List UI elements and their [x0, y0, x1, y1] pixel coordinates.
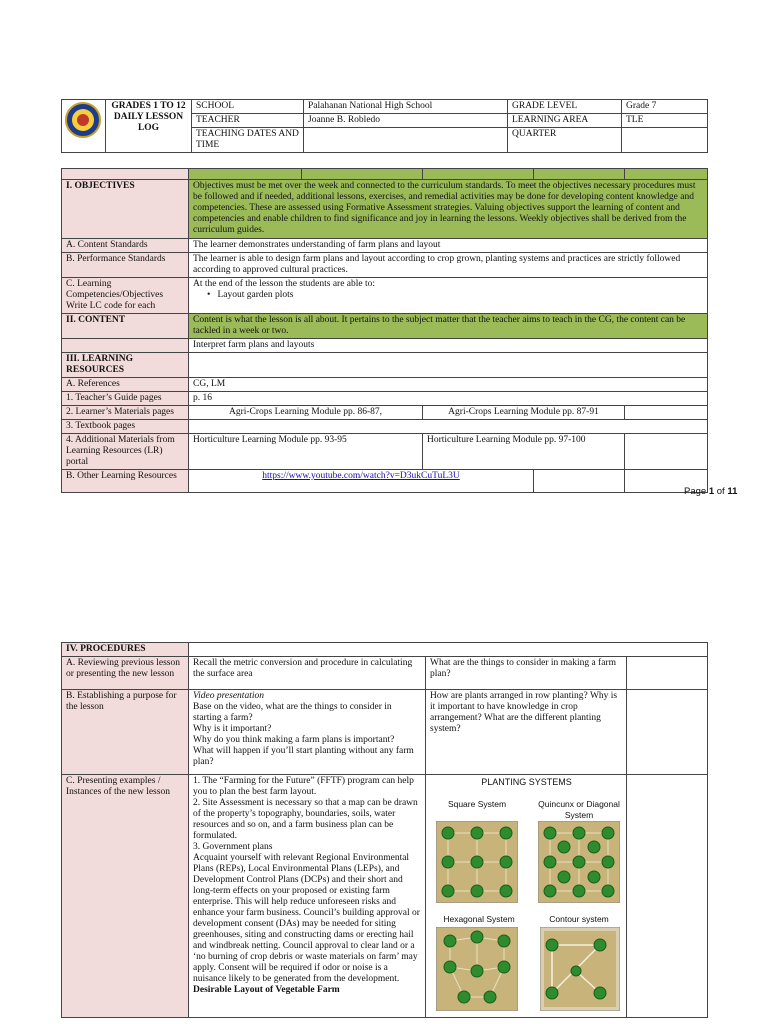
teacher-label: TEACHER: [192, 114, 304, 128]
procedures-blank: [189, 643, 708, 657]
tg-value: p. 16: [189, 392, 708, 406]
header-table: [61, 99, 708, 153]
proc-a-col1: Recall the metric conversion and procedure in calculating the surface area: [189, 657, 426, 690]
resources-heading: III. LEARNING RESOURCES: [62, 353, 189, 378]
content-blank: [62, 339, 189, 353]
tg-label: 1. Teacher’s Guide pages: [62, 392, 189, 406]
proc-b-line-2: Why is it important?: [193, 724, 272, 734]
planting-systems-figure: [426, 775, 627, 1015]
other-resources-cell: [189, 470, 534, 493]
proc-c-label: C. Presenting examples / Instances of the new lesson: [62, 775, 189, 1018]
proc-c-line-3: 3. Government plans: [193, 842, 273, 852]
planting-systems-cell: [426, 775, 627, 1018]
proc-b-line-1: Base on the video, what are the things to consider in starting a farm?: [193, 702, 392, 723]
day-header-4: [534, 169, 625, 180]
proc-c-col1: [189, 775, 426, 1018]
competencies-item: Layout garden plots: [217, 290, 294, 300]
page-of: of: [714, 486, 728, 497]
proc-b-label: B. Establishing a purpose for the lesson: [62, 690, 189, 775]
other-resources-label: B. Other Learning Resources: [62, 470, 189, 493]
page-prefix: Page: [684, 486, 709, 497]
additional-value-1: Horticulture Learning Module pp. 93-95: [189, 434, 423, 470]
day-header-2: [302, 169, 423, 180]
proc-b-line-3: Why do you think making a farm plans is important?: [193, 735, 395, 745]
resources-blank: [189, 353, 708, 378]
textbook-label: 3. Textbook pages: [62, 420, 189, 434]
objectives-table: [61, 168, 708, 493]
procedures-heading: IV. PROCEDURES: [62, 643, 189, 657]
square-system-label: Square System: [447, 799, 507, 809]
dll-title-line-2: DAILY LESSON: [113, 112, 184, 122]
square-system-diagram: [436, 821, 518, 903]
additional-blank: [625, 434, 708, 470]
quarter-value: [622, 128, 708, 153]
content-standards-label: A. Content Standards: [62, 239, 189, 253]
additional-label: 4. Additional Materials from Learning Resources (LR) portal: [62, 434, 189, 470]
page-current: 1: [708, 486, 715, 497]
hexagonal-system-label: Hexagonal System: [443, 914, 515, 924]
competencies-value: [189, 278, 708, 314]
dates-value: [304, 128, 508, 153]
content-note: Content is what the lesson is all about. It pertains to the subject matter that the teacher aims to teach in the CG, the content can be tackled in a week or two.: [189, 314, 708, 339]
procedures-table: [61, 642, 708, 1018]
proc-b-col2: How are plants arranged in row planting? Why is it important to have knowledge in crop arrangement? What are the different planting system?: [426, 690, 627, 775]
school-label: SCHOOL: [192, 100, 304, 114]
day-header-5: [625, 169, 708, 180]
day-header-3: [423, 169, 534, 180]
day-header-1: [189, 169, 302, 180]
competencies-label: C. Learning Competencies/Objectives Write LC code for each: [62, 278, 189, 314]
references-label: A. References: [62, 378, 189, 392]
performance-standards-label: B. Performance Standards: [62, 253, 189, 278]
contour-system-label: Contour system: [549, 914, 609, 924]
quincunx-system-diagram: [538, 821, 620, 903]
teacher-value: Joanne B. Robledo: [304, 114, 508, 128]
proc-c-blank: [627, 775, 708, 1018]
deped-logo: [62, 100, 106, 153]
competencies-bullet: [193, 290, 703, 301]
youtube-link[interactable]: https://www.youtube.com/watch?v=D3ukCuTuL3U: [262, 471, 460, 481]
references-value: CG, LM: [189, 378, 708, 392]
quincunx-system-label: Quincunx or Diagonal System: [538, 799, 620, 820]
dates-label: TEACHING DATES AND TIME: [192, 128, 304, 153]
content-topic: Interpret farm plans and layouts: [189, 339, 708, 353]
objectives-note: Objectives must be met over the week and connected to the curriculum standards. To meet the objectives necessary procedures must be followed and if needed, additional lessons, exercises, and remedial activities may be done for developing content knowledge and competencies. These are assessed using Formative Assessment strategies. Valuing objectives support the learning of content and competencies and enable children to find significance and joy in learning the lessons. Weekly objectives shall be derived from the curriculum guides.: [189, 180, 708, 239]
proc-b-col1: [189, 690, 426, 775]
grade-level-label: GRADE LEVEL: [508, 100, 622, 114]
dll-title: [106, 100, 192, 153]
hexagonal-system-diagram: [436, 927, 518, 1011]
lm-value-1: Agri-Crops Learning Module pp. 86-87,: [189, 406, 423, 420]
day-header-blank: [62, 169, 189, 180]
planting-systems-title: PLANTING SYSTEMS: [481, 777, 572, 787]
proc-a-blank: [627, 657, 708, 690]
learning-area-value: TLE: [622, 114, 708, 128]
performance-standards-value: The learner is able to design farm plans and layout according to crop grown, planting systems and practices are strictly followed according to approved cultural practices.: [189, 253, 708, 278]
proc-c-line-2: 2. Site Assessment is necessary so that a map can be drawn of the property’s topography, boundaries, soils, water resources and so on, and a farm business plan can be formulated.: [193, 798, 418, 841]
proc-a-label: A. Reviewing previous lesson or presenting the new lesson: [62, 657, 189, 690]
objectives-heading: I. OBJECTIVES: [62, 180, 189, 239]
other-blank-1: [534, 470, 625, 493]
content-heading: II. CONTENT: [62, 314, 189, 339]
seal-icon: [62, 100, 104, 140]
page-number: [684, 486, 737, 497]
additional-value-2: Horticulture Learning Module pp. 97-100: [423, 434, 625, 470]
competencies-intro: At the end of the lesson the students are able to:: [193, 279, 376, 289]
proc-c-bold: Desirable Layout of Vegetable Farm: [193, 985, 340, 995]
proc-b-blank: [627, 690, 708, 775]
grade-level-value: Grade 7: [622, 100, 708, 114]
lm-label: 2. Learner’s Materials pages: [62, 406, 189, 420]
content-standards-value: The learner demonstrates understanding of farm plans and layout: [189, 239, 708, 253]
contour-system-diagram: [540, 927, 620, 1011]
lm-value-2: Agri-Crops Learning Module pp. 87-91: [423, 406, 625, 420]
proc-b-line-4: What will happen if you’ll start planting without any farm plan?: [193, 746, 414, 767]
school-value: Palahanan National High School: [304, 100, 508, 114]
textbook-value: [189, 420, 708, 434]
quarter-label: QUARTER: [508, 128, 622, 153]
learning-area-label: LEARNING AREA: [508, 114, 622, 128]
dll-title-line-3: LOG: [137, 123, 160, 133]
proc-c-line-1: 1. The “Farming for the Future” (FFTF) program can help you to plan the best farm layout.: [193, 776, 414, 797]
lm-blank: [625, 406, 708, 420]
bullet-icon: •: [207, 290, 218, 300]
page-total: 11: [727, 486, 738, 497]
proc-c-line-4: Acquaint yourself with relevant Regional Environmental Plans (REPs), Local Environmental Plans (LEPs), and Development Control Plans (DCPs) and their short and long-term effects on your proposed or existing farm enterprise. This will help reduce unforeseen risks and enhance your farm business. Council’s building approval or development consent (DAs) may be needed for siting greenhouses, siting and constructing dams or erecting hail and windbreak netting. Council approval to clear land or a ‘no burning of crop debris or waste materials on farm’ may apply. Consent will be required if odor or noise is a nuisance likely to be generated from the development.: [193, 853, 420, 984]
proc-a-col2: What are the things to consider in making a farm plan?: [426, 657, 627, 690]
dll-title-line-1: GRADES 1 TO 12: [111, 101, 186, 111]
proc-b-title: Video presentation: [193, 691, 264, 701]
